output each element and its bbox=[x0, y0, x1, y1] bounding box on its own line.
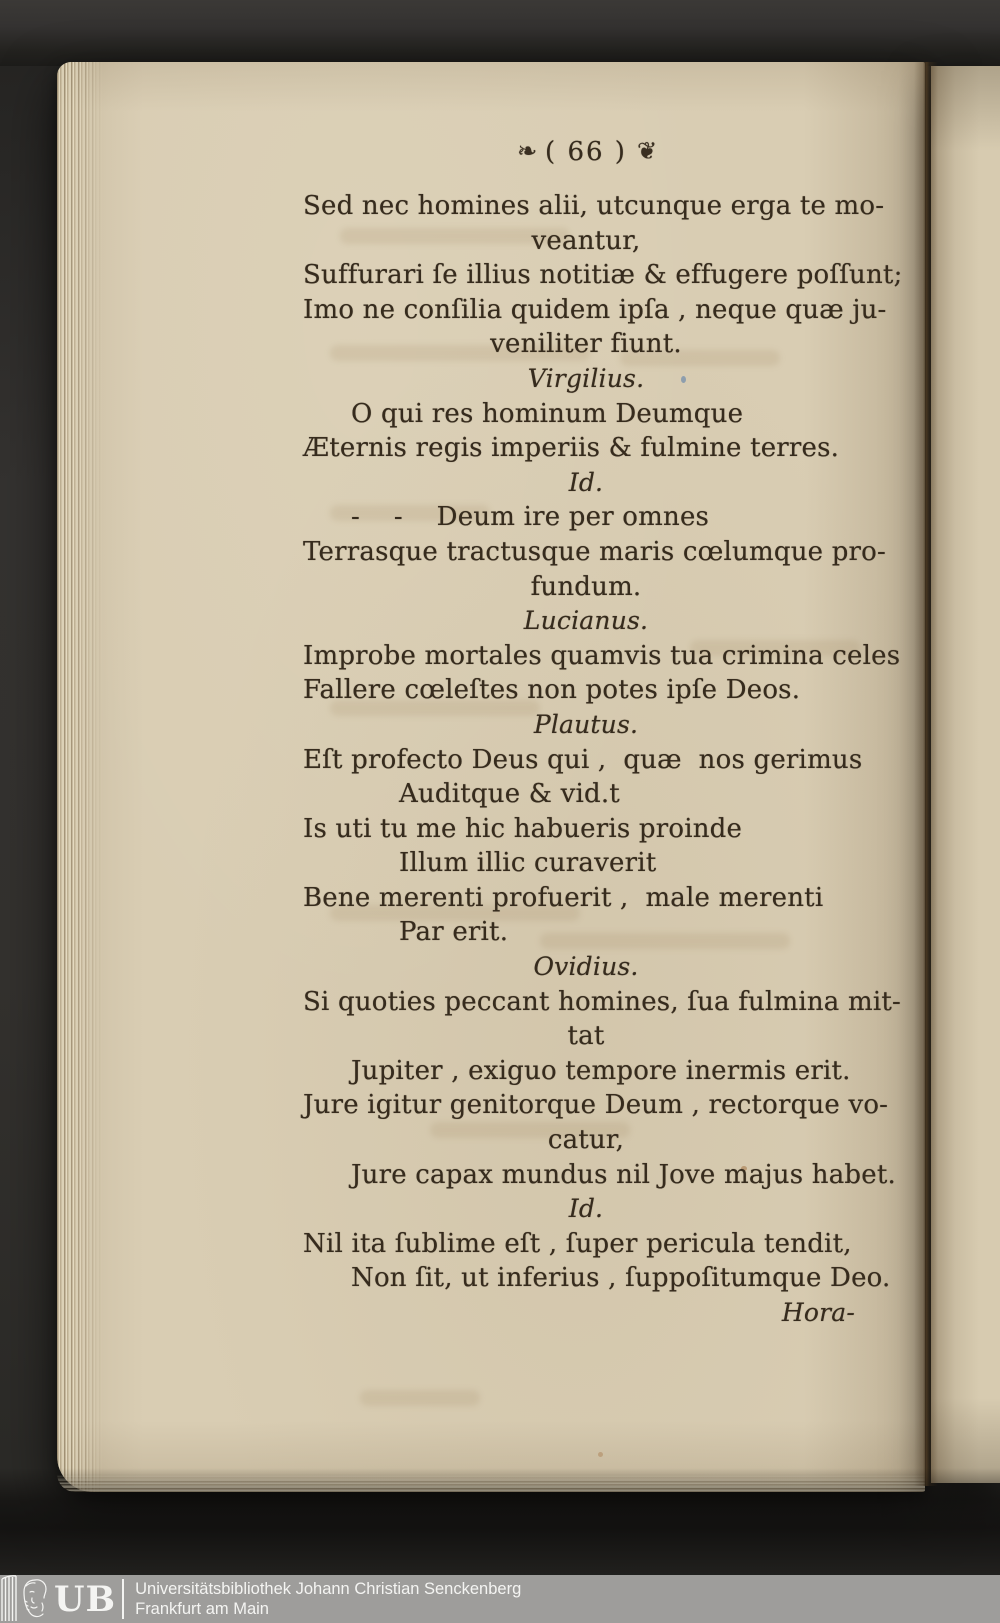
text-line: Imo ne conſilia quidem ipſa , neque quæ ju- bbox=[303, 294, 887, 325]
text-line: Is uti tu me hic habueris proinde bbox=[303, 813, 743, 844]
page-header bbox=[303, 137, 869, 189]
text-line: Plautus. bbox=[533, 709, 639, 739]
book-gutter-fold bbox=[914, 62, 938, 1486]
text-line: catur, bbox=[547, 1125, 625, 1156]
logo-divider bbox=[122, 1579, 124, 1619]
text-line: Virgilius. bbox=[527, 363, 645, 393]
text-line: Ovidius. bbox=[533, 952, 639, 982]
text-line: O qui res hominum Deumque bbox=[351, 398, 744, 429]
institution-city: Frankfurt am Main bbox=[135, 1600, 269, 1618]
text-line: Jupiter , exiguo tempore inermis erit. bbox=[351, 1055, 851, 1086]
text-line: Par erit. bbox=[399, 917, 509, 948]
text-line: veniliter fiunt. bbox=[490, 329, 682, 360]
page-number: ( 66 ) bbox=[545, 137, 627, 167]
fleuron-ornament-left-icon: ❧ bbox=[516, 137, 536, 165]
text-line: Id. bbox=[568, 467, 604, 497]
showthrough-smudge bbox=[360, 1390, 480, 1406]
ub-logo-text: UB bbox=[54, 1578, 117, 1620]
ub-logo bbox=[0, 1575, 135, 1623]
text-line: Æternis regis imperiis & fulmine terres. bbox=[303, 433, 840, 464]
text-line: Nil ita ſublime eſt , ſuper pericula tendit, bbox=[303, 1228, 852, 1259]
text-lines bbox=[303, 189, 903, 1331]
text-line: Bene merenti profuerit , male merenti bbox=[303, 882, 824, 913]
text-line: Jure capax mundus nil Jove majus habet. bbox=[351, 1159, 896, 1190]
paper-speck bbox=[598, 1452, 603, 1457]
text-line: Id. bbox=[568, 1194, 604, 1224]
fleuron-ornament-right-icon: ❦ bbox=[636, 137, 656, 165]
background-shadow-bottom bbox=[0, 1468, 1000, 1578]
text-line: fundum. bbox=[530, 571, 642, 602]
text-line: Illum illic curaverit bbox=[399, 848, 657, 879]
text-line: Improbe mortales quamvis tua crimina celes bbox=[303, 640, 901, 671]
text-line: tat bbox=[567, 1021, 605, 1052]
text-line: Jure igitur genitorque Deum , rectorque vo- bbox=[303, 1090, 889, 1121]
institution-name: Universitätsbibliothek Johann Christian Senckenberg bbox=[135, 1580, 522, 1598]
institution-block bbox=[135, 1579, 521, 1619]
text-line: Suffurari ſe illius notitiæ & effugere poſſunt; bbox=[303, 260, 903, 291]
footer-bar bbox=[0, 1575, 1000, 1623]
text-line: Lucianus. bbox=[523, 606, 649, 636]
background-shadow-top bbox=[0, 0, 1000, 66]
text-line: - - Deum ire per omnes bbox=[351, 502, 710, 533]
text-line: Sed nec homines alii, utcunque erga te mo- bbox=[303, 191, 885, 221]
text-line: Terrasque tractusque maris cœlumque pro- bbox=[303, 536, 887, 567]
book-pages-icon bbox=[0, 1575, 18, 1623]
text-line: veantur, bbox=[531, 225, 641, 256]
text-line: Hora- bbox=[781, 1298, 855, 1327]
page-text-block bbox=[303, 137, 903, 1331]
text-line: Non ſit, ut inferius , ſuppoſitumque Deo. bbox=[351, 1263, 891, 1294]
book-page-right-sliver bbox=[931, 66, 1000, 1483]
text-line: Fallere cœleſtes non potes ipſe Deos. bbox=[303, 675, 801, 706]
text-line: Eſt profecto Deus qui , quæ nos gerimus bbox=[303, 744, 863, 775]
text-line: Si quoties peccant homines, ſua fulmina mit- bbox=[303, 986, 901, 1017]
text-line: Auditque & vid.t bbox=[399, 779, 620, 810]
goethe-portrait-icon bbox=[18, 1576, 52, 1622]
